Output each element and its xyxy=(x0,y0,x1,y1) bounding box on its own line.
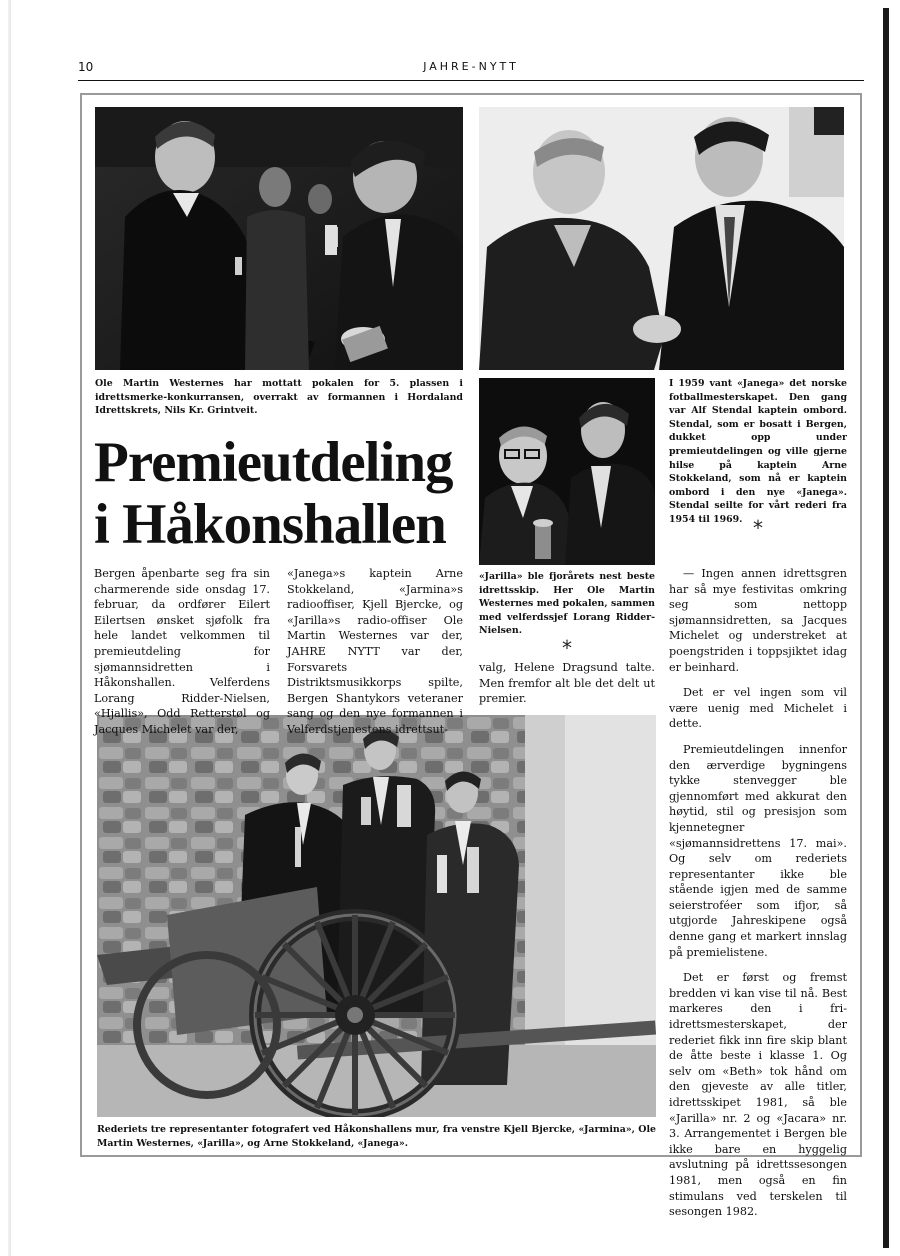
headline-line-1: Premieutdeling xyxy=(94,431,453,494)
article-col2-paragraph: «Janega»s kaptein Arne Stokkeland, «Jarmina»s radiooffiser, Kjell Bjercke, og «Jarilla»s radio-offiser Ole Martin Westernes var der, JAHRE NYTT var der, Forsvarets Distriktsmusikkorps spilte, Bergen Shantykors veteraner sang og den nye formannen i Velferdstjenestens idrettsut- xyxy=(287,567,463,736)
page-header xyxy=(78,60,864,81)
article-column-2 xyxy=(287,566,463,748)
photo-three-representatives-cannon xyxy=(97,715,656,1117)
article-col4-paragraph-3: Premieutdelingen innenfor den ærverdige bygningens tykke stenvegger ble gjennomført med akkurat den høytid, stil og presisjon som kjennetegner «sjømannsidrettens 17. mai». Og selv om rederiets representanter ikke ble stående igjen med de samme seierstroféer som ifjor, så utgjorde Jahreskipene også denne gang et markert innslag på premielistene. xyxy=(669,742,847,959)
running-head: JAHRE-NYTT xyxy=(423,60,519,73)
article-column-3 xyxy=(479,660,655,717)
caption-award-handshake: Ole Martin Westernes har mottatt pokalen for 5. plassen i idrettsmerke-konkurransen, overrakt av formannen i Hordaland Idrettskrets, Nils Kr. Grintveit. xyxy=(95,378,463,417)
scan-left-edge xyxy=(8,0,11,1256)
article-headline xyxy=(94,432,474,556)
article-column-4 xyxy=(669,566,847,1230)
caption-janega-captains: I 1959 vant «Janega» det norske fotballmesterskapet. Den gang var Alf Stendal kaptein ombord. Stendal, som er bosatt i Bergen, dukket opp under premieutdelingen og ville gjerne hilse på kaptein Arne Stokkeland, som nå er kaptein ombord i den nye «Janega». Stendal seilte for vårt rederi fra 1954 til 1969. xyxy=(669,378,847,525)
photo-handshake-captains-image xyxy=(479,107,844,370)
article-col4-paragraph-4: Det er først og fremst bredden vi kan vise til nå. Best markeres den i fri-idrettsmesterskapet, der rederiet fikk inn fire skip blant de åtte beste i klasse 1. Og selv om «Beth» tok hånd om den gjeveste av alle titler, idrettsskipet 1981, så ble «Jarilla» nr. 2 og «Jacara» nr. 3. Arrangementet i Bergen ble ikke bare en hyggelig avslutning på idrettssesongen 1981, men også en fin stimulans ved terskelen til sesongen 1982. xyxy=(669,971,847,1219)
headline-line-2: i Håkonshallen xyxy=(94,493,446,556)
article-col1-paragraph: Bergen åpenbarte seg fra sin charmerende side onsdag 17. februar, da ordfører Eilert Eilertsen ønsket sjøfolk fra hele landet velkommen til premieutdeling for sjømannsidretten i Håkonshallen. Velferdens Lorang Ridder-Nielsen, «Hjallis», Odd Retterstøl og Jacques Michelet var der, xyxy=(94,567,270,736)
photo-jarilla-trophy-image xyxy=(479,378,655,565)
article-col4-paragraph-2: Det er vel ingen som vil være uenig med Michelet i dette. xyxy=(669,686,847,731)
caption-three-representatives: Rederiets tre representanter fotografert ved Håkonshallens mur, fra venstre Kjell Bjercke, «Jarmina», Ole Martin Westernes, «Jarilla», og Arne Stokkeland, «Janega». xyxy=(97,1124,656,1149)
section-separator-mid: * xyxy=(562,636,572,660)
photo-handshake-captains xyxy=(479,107,844,370)
caption-jarilla-trophy: «Jarilla» ble fjorårets nest beste idrettsskip. Her Ole Martin Westernes med pokalen, sammen med velferdssjef Lorang Ridder-Nielsen. xyxy=(479,571,655,637)
article-column-1 xyxy=(94,566,270,748)
scan-right-edge xyxy=(883,8,889,1248)
article-col4-paragraph-1: — Ingen annen idrettsgren har så mye festivitas omkring seg som nettopp sjømannsidretten, sa Jacques Michelet og understreket at poengstriden i toppsjiktet idag er beinhard. xyxy=(669,567,847,674)
photo-award-handshake xyxy=(95,107,463,370)
section-separator-right: * xyxy=(753,516,763,540)
photo-jarilla-trophy xyxy=(479,378,655,565)
article-col3-paragraph: valg, Helene Dragsund talte. Men fremfor alt ble det delt ut premier. xyxy=(479,661,655,706)
page-number: 10 xyxy=(78,60,94,74)
photo-award-handshake-image xyxy=(95,107,463,370)
photo-three-representatives-cannon-image xyxy=(97,715,656,1117)
